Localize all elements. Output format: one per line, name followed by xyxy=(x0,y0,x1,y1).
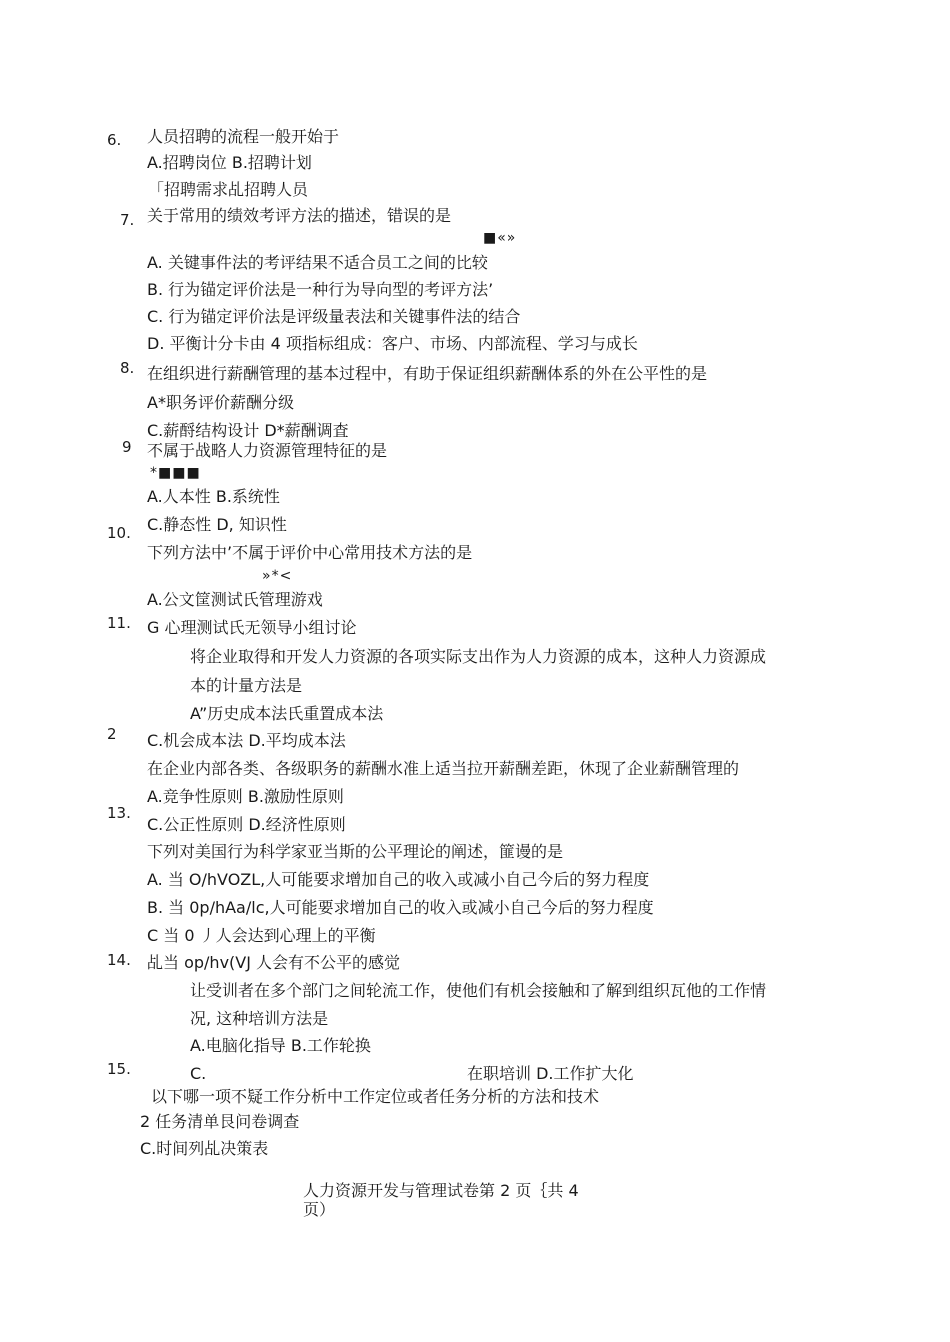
question-number-11: 11. xyxy=(107,614,131,632)
question-9-symbols: *■■■ xyxy=(150,465,201,481)
question-13-option-a: A. 当 O/hVOZL,人可能要求增加自己的收入或减小自己今后的努力程度 xyxy=(147,870,650,889)
question-12-options-cd: C.公正性原则 D.经济性原则 xyxy=(147,815,346,834)
question-10-options-cd: G 心理测试氏无领导小组讨论 xyxy=(147,618,357,637)
question-number-7: 7. xyxy=(120,211,135,229)
question-12-text: 在企业内部各类、各级职务的薪酬水准上适当拉开薪酬差距，休现了企业薪酬管理的 xyxy=(147,759,740,778)
question-number-12: 2 xyxy=(107,725,117,743)
question-7-text: 关于常用的绩效考评方法的描述，错误的是 xyxy=(147,206,452,225)
question-14-text-line1: 让受训者在多个部门之间轮流工作，使他们有机会接触和了解到组织瓦他的工作情 xyxy=(190,981,767,1000)
question-number-6: 6. xyxy=(107,131,122,149)
page-footer-line1: 人力资源开发与管理试卷第 2 页｛共 4 xyxy=(303,1181,579,1200)
question-15-options-cd: C.时间列乩决策表 xyxy=(140,1139,269,1158)
question-7-symbols: ■«» xyxy=(483,230,517,246)
question-11-text-line2: 本的计量方法是 xyxy=(190,676,303,695)
question-13-option-b: B. 当 0p/hAa/lc,人可能要求增加自己的收入或减小自己今后的努力程度 xyxy=(147,898,654,917)
question-6-options-cd: 「招聘需求乩招聘人员 xyxy=(148,180,309,199)
question-11-options-cd: C.机会成本法 D.平均成本法 xyxy=(147,731,346,750)
question-6-text: 人员招聘的流程一般开始于 xyxy=(147,127,340,146)
question-number-9: 9 xyxy=(122,438,132,456)
question-14-options-ab: A.电脑化指导 B.工作轮换 xyxy=(190,1036,371,1055)
question-14-options-cd: 在职培训 D.工作扩大化 xyxy=(467,1064,634,1083)
question-7-option-c: C. 行为锚定评价法是评级量表法和关键事件法的结合 xyxy=(147,307,521,326)
question-8-options-cd: C.薪酹结构设计 D*薪酬调査 xyxy=(147,421,349,440)
question-7-option-a: A. 关键事件法的考评结果不适合员工之间的比较 xyxy=(147,253,488,272)
question-15-text: 以下哪一项不疑工作分析中工作定位或者任务分析的方法和技术 xyxy=(151,1087,600,1106)
question-11-options-ab: A”历史成本法氏重置成本法 xyxy=(190,704,384,723)
question-14-text-line2: 况, 这种培训方法是 xyxy=(190,1009,329,1028)
question-13-option-d: 乩当 op/hv(VJ 人会有不公平的感觉 xyxy=(147,953,401,972)
question-number-13: 13. xyxy=(107,804,131,822)
question-14-option-c-label: C. xyxy=(190,1064,207,1083)
question-8-options-ab: A*职务评价薪酬分级 xyxy=(147,393,294,412)
page-footer-line2: 页） xyxy=(303,1200,336,1219)
question-9-options-cd: C.静态性 D, 知识性 xyxy=(147,515,287,534)
question-12-options-ab: A.竞争性原则 B.激励性原则 xyxy=(147,787,344,806)
question-13-text: 下列对美国行为科学家亚当斯的公平理论的阐述，篚谩的是 xyxy=(147,842,564,861)
question-8-text: 在组织进行薪酬管理的基本过程中，有助于保证组织薪酬体系的外在公平性的是 xyxy=(147,364,708,383)
question-number-10: 10. xyxy=(107,524,131,542)
question-number-14: 14. xyxy=(107,951,131,969)
question-10-options-ab: A.公文筐测试氏管理游戏 xyxy=(147,590,323,609)
question-9-text: 不属于战略人力资源管理特征的是 xyxy=(147,441,388,460)
question-6-options-ab: A.招聘岗位 B.招聘计划 xyxy=(147,153,312,172)
question-9-options-ab: A.人本性 B.系统性 xyxy=(147,487,280,506)
question-number-8: 8. xyxy=(120,359,135,377)
question-15-options-ab: 2 任务清单艮问卷调查 xyxy=(140,1112,300,1131)
question-7-option-b: B. 行为锚定评价法是一种行为导向型的考评方法’ xyxy=(147,280,494,299)
question-11-text-line1: 将企业取得和开发人力资源的各项实际支出作为人力资源的成本，这种人力资源成 xyxy=(190,647,767,666)
question-10-symbols: »*< xyxy=(262,568,293,584)
question-number-15: 15. xyxy=(107,1060,131,1078)
question-13-option-c: C 当 0 丿人会达到心理上的平衡 xyxy=(147,926,376,945)
question-10-text: 下列方法中’不属于评价中心常用技术方法的是 xyxy=(147,543,473,562)
question-7-option-d: D. 平衡计分卡由 4 项指标组成：客户、市场、内部流程、学习与成长 xyxy=(147,334,638,353)
